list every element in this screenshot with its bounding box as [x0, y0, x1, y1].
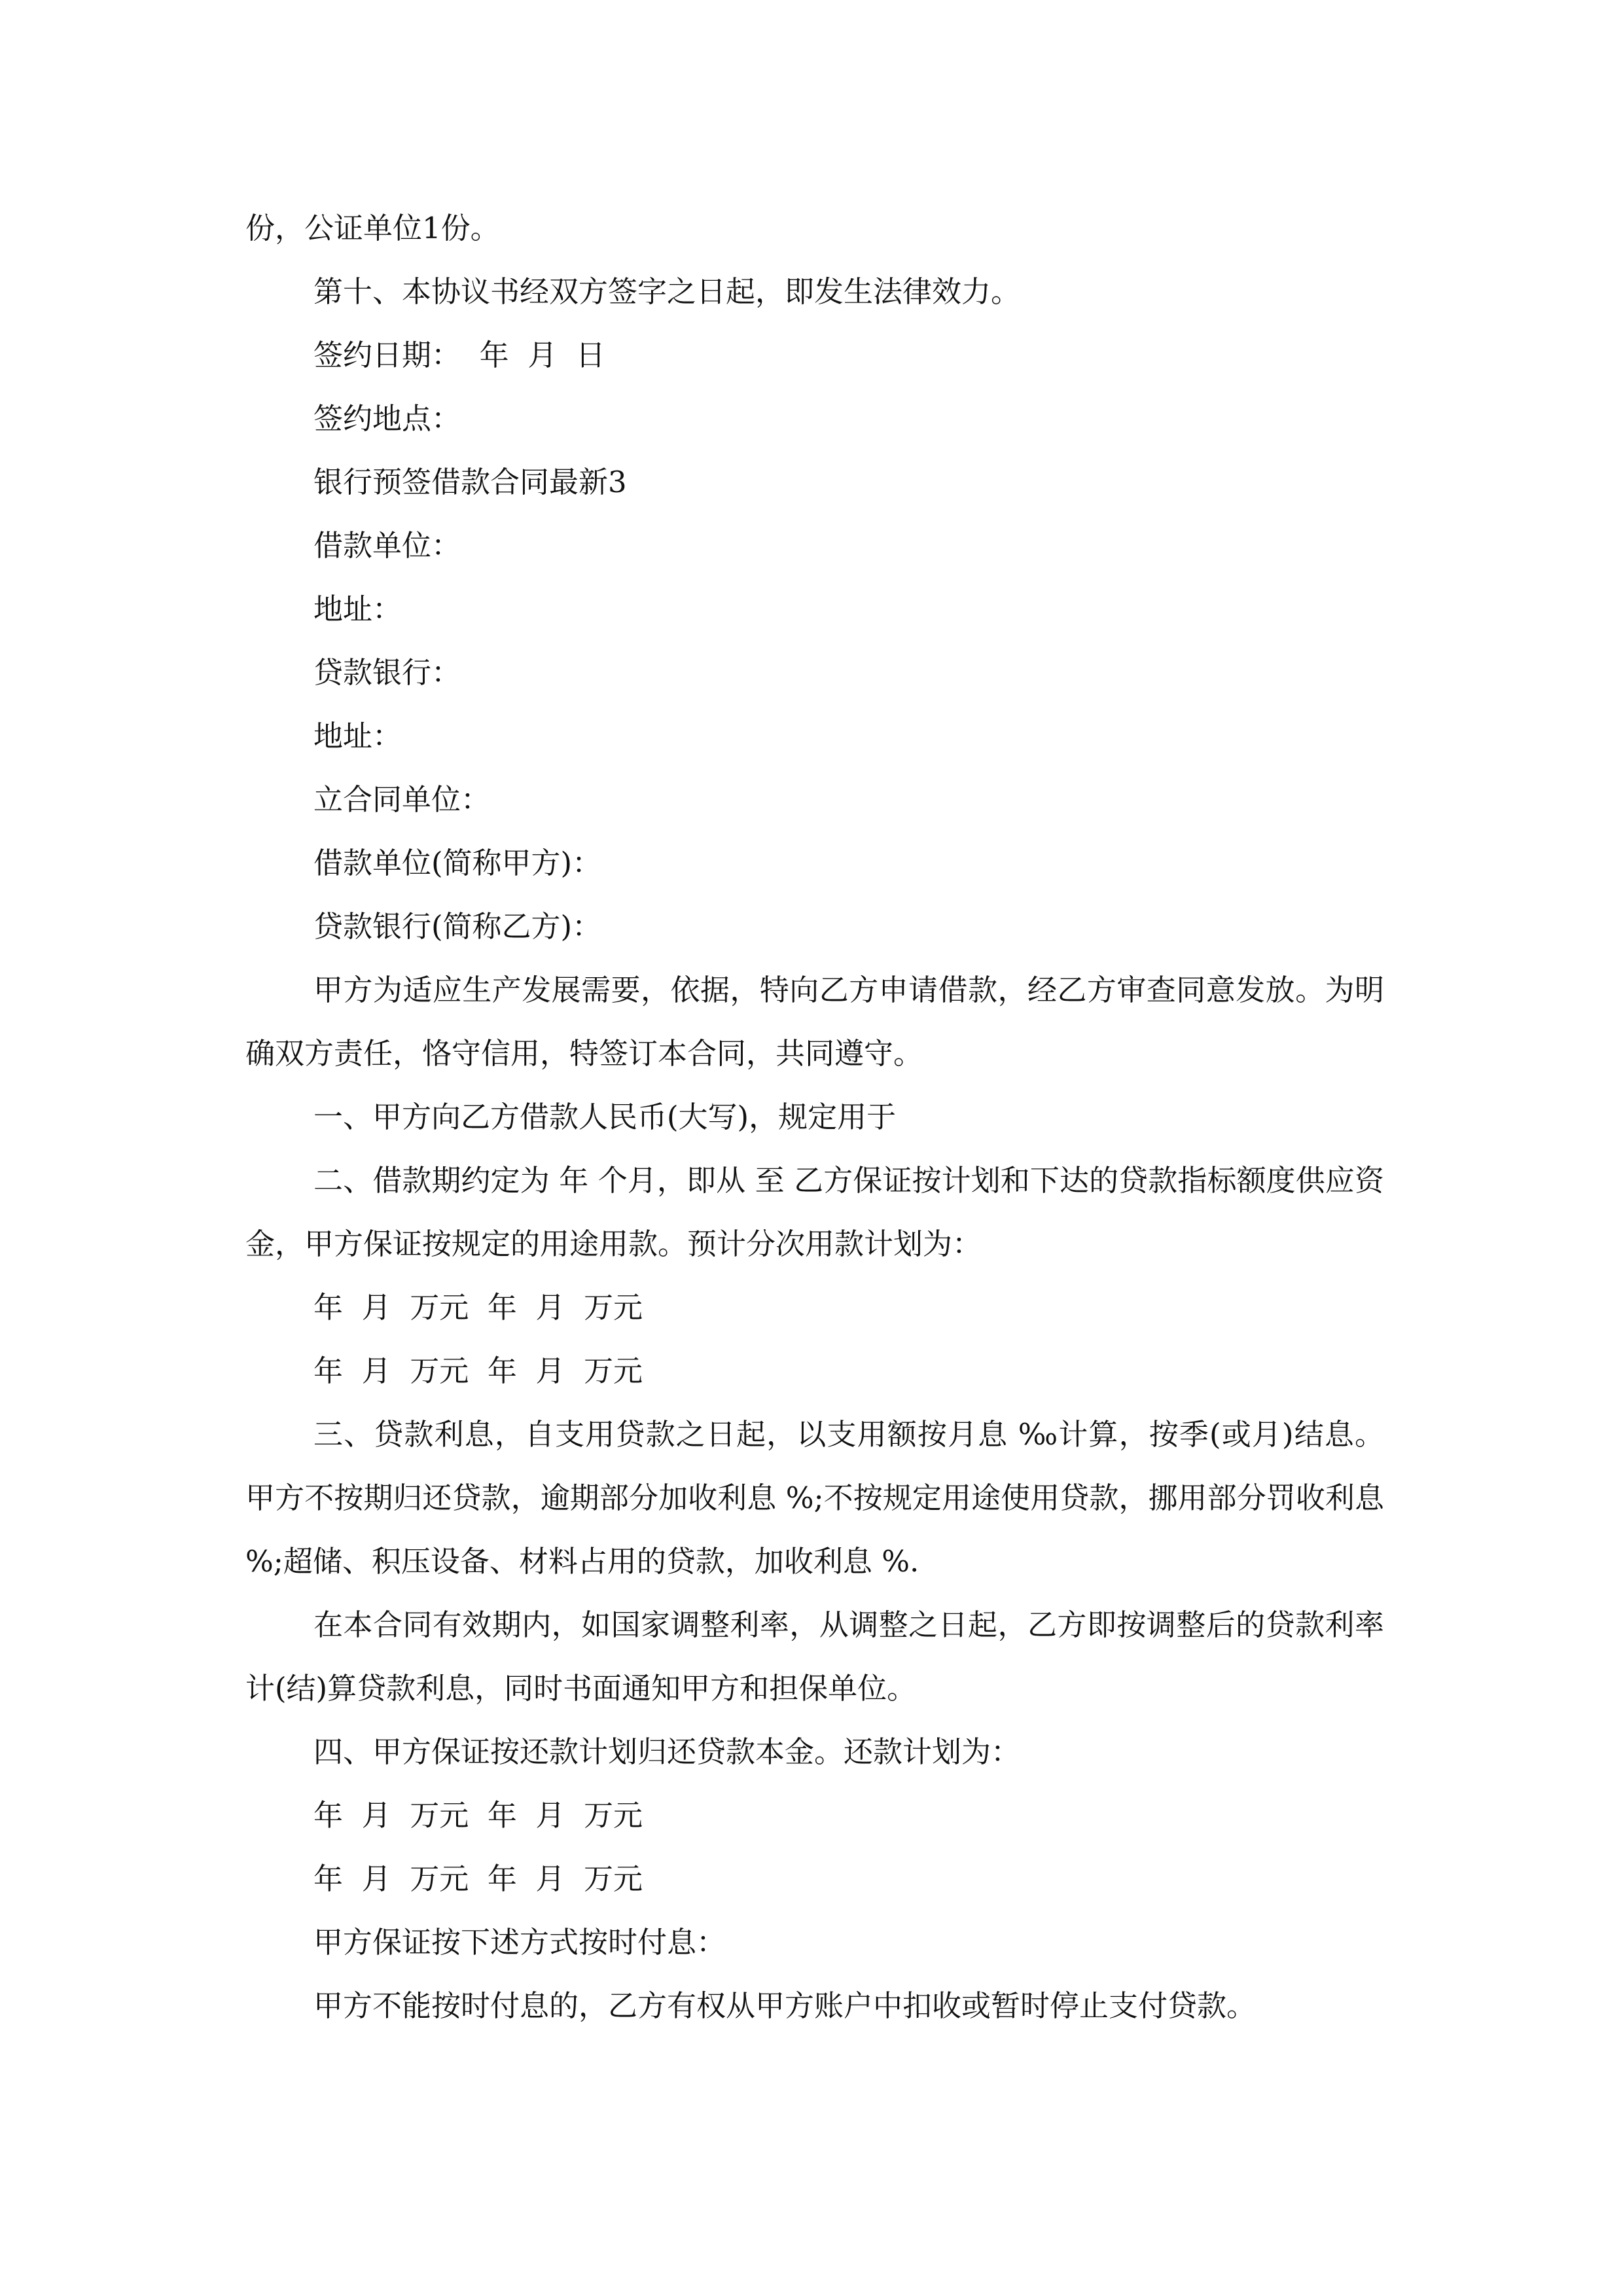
paragraph: 借款单位(简称甲方)： [313, 846, 602, 880]
paragraph: 地址： [313, 592, 402, 626]
paragraph: 甲方不能按时付息的，乙方有权从甲方账户中扣收或暂时停止支付贷款。 [313, 1988, 1257, 2023]
paragraph: 四、甲方保证按还款计划归还贷款本金。还款计划为： [313, 1734, 1021, 1769]
paragraph: 立合同单位： [313, 782, 491, 817]
paragraph: 贷款银行： [313, 655, 461, 690]
paragraph: 年 月 万元 年 月 万元 [313, 1861, 643, 1896]
paragraph: 甲方保证按下述方式按时付息： [313, 1925, 726, 1960]
paragraph: 签约日期： 年 月 日 [313, 338, 605, 372]
document-body [245, 196, 1394, 2037]
paragraph: 一、甲方向乙方借款人民币(大写)，规定用于 [313, 1100, 897, 1134]
paragraph: 借款单位： [313, 528, 461, 563]
paragraph: 二、借款期约定为 年 个月，即从 至 乙方保证按计划和下达的贷款指标额度供应资金，甲方保证按规定的用途用款。预计分次用款计划为： [245, 1163, 1384, 1261]
paragraph: 在本合同有效期内，如国家调整利率，从调整之日起，乙方即按调整后的贷款利率计(结)算贷款利息，同时书面通知甲方和担保单位。 [245, 1607, 1384, 1706]
paragraph: 第十、本协议书经双方签字之日起，即发生法律效力。 [313, 274, 1021, 309]
paragraph: 份，公证单位1份。 [245, 211, 500, 245]
paragraph: 银行预签借款合同最新3 [313, 465, 627, 499]
paragraph: 年 月 万元 年 月 万元 [313, 1798, 643, 1833]
paragraph: 年 月 万元 年 月 万元 [313, 1290, 643, 1325]
paragraph: 贷款银行(简称乙方)： [313, 909, 602, 944]
paragraph: 地址： [313, 719, 402, 753]
paragraph: 签约地点： [313, 401, 461, 436]
paragraph: 年 月 万元 年 月 万元 [313, 1354, 643, 1388]
paragraph: 三、贷款利息，自支用贷款之日起，以支用额按月息 ‰计算，按季(或月)结息。甲方不按期归还贷款，逾期部分加收利息 %;不按规定用途使用贷款，挪用部分罚收利息 %;超储、积压设备、材料占用的贷款，加收利息 %. [245, 1417, 1394, 1579]
paragraph: 甲方为适应生产发展需要，依据，特向乙方申请借款，经乙方审查同意发放。为明确双方责任，恪守信用，特签订本合同，共同遵守。 [245, 973, 1384, 1071]
